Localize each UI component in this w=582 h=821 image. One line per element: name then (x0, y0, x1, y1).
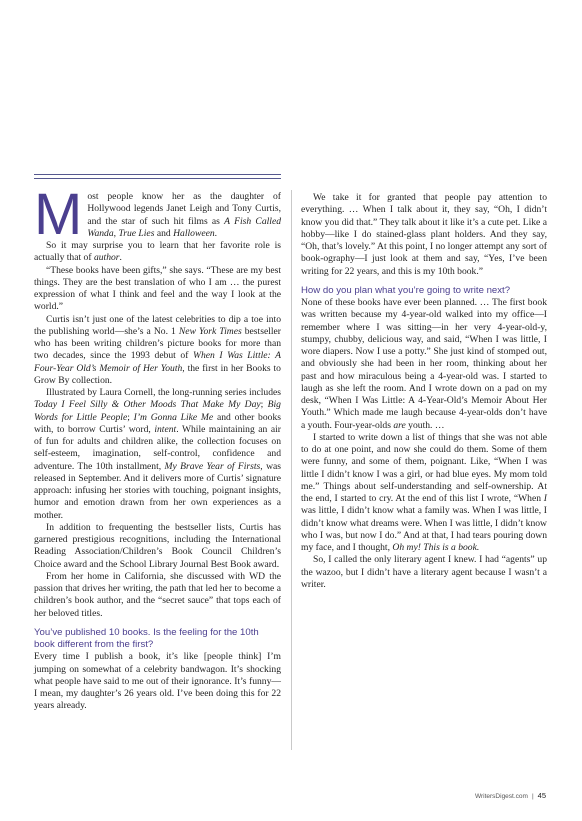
answer-1: Every time I publish a book, it’s like [people think] I’m jumping on somewhat of a celebrity bandwagon. It’s shocking what people have said to me out of their ignorance. It’s funny—I mean, my daughter’s 26 years old. I’ve been doing this for 22 years already. (34, 651, 281, 712)
answer-2-part-3: So, I called the only literary agent I knew. I had “agents” up the wazoo, but I didn’t have a literary agent because I wasn’t a writer. (301, 554, 547, 590)
page-number: 45 (537, 791, 546, 800)
top-rule (34, 174, 281, 175)
answer-2-part-2: I started to write down a list of things that she was not able to do at one point, and now she could do them. Some of them were funny, and some of them, poignant. Like, “When I was little I didn’t know I was a girl, or had blue eyes. My mom told me.” Things about self-understanding and self-ownership. At the end, I started to cry. At the end of this list I wrote, “When I was little, I didn’t know what a family was. When I was little, I didn’t know what dreams were. When I was little, I didn’t know who I was, but now I do.” And at that, I had tears pouring down my face, and I thought, Oh my! This is a book. (301, 431, 547, 553)
paragraph-2: So it may surprise you to learn that her favorite role is actually that of author. (34, 240, 281, 264)
paragraph-6: In addition to frequenting the bestseller lists, Curtis has garnered prestigious recognitions, including the International Reading Association/Children’s Book Council Children’s Choice award and the School Library Journal Best Book award. (34, 521, 281, 570)
question-2-heading: How do you plan what you’re going to write next? (301, 284, 511, 296)
paragraph-3: “These books have been gifts,” she says. “These are my best things. They are the best translation of who I am … the purest expression of what I think and feel and the way I look at the world.” (34, 264, 281, 313)
page-footer (475, 791, 546, 800)
right-column (301, 192, 547, 591)
footer-site: WritersDigest.com (474, 793, 528, 800)
left-column (34, 182, 281, 713)
drop-cap: M (34, 182, 83, 247)
answer-2: None of these books have ever been planned. … The first book was written because my 4-year-old walked into my office—I remember where I was sitting—in her very 4-year-old-y, stumpy, chubby, delicious way, and said, “When I was little, I wore diapers. Now I use a potty.” She just kind of stomped out, and obviously she had been in her room, thinking about her past and how miraculous being a 4-year-old was. I started to laugh as she left the room. And I wrote down on a pad on my desk, “When I Was Little: A 4-Year-Old’s Memoir About Her Youth.” Which made me laugh because 4-year-olds don’t have a youth. Four-year-olds are youth. … (301, 297, 547, 431)
top-rule-second (34, 178, 281, 179)
paragraph-5: Illustrated by Laura Cornell, the long-running series includes Today I Feel Silly & Other Moods That Make My Day; Big Words for Little People; I’m Gonna Like Me and other books with, to borrow Curtis’ word, intent. While maintaining an air of fun for adults and children alike, the collection focuses on self-esteem, imagination, self-control, confidence and adventure. The 10th installment, My Brave Year of Firsts, was released in September. And it delivers more of Curtis’ signature approach: infusing her stories with touching, poignant insights, humor and emotion drawn from her own experiences as a mother. (34, 387, 281, 521)
question-1-heading: You’ve published 10 books. Is the feeling for the 10th book different from the first? (34, 626, 259, 650)
paragraph-7: From her home in California, she discussed with WD the passion that drives her writing, the path that led her to become a children’s book author, and the “secret sauce” that tops each of her beloved titles. (34, 570, 281, 619)
footer-separator: | (531, 793, 534, 800)
intro-paragraph: Most people know her as the daughter of Hollywood legends Janet Leigh and Tony Curtis, and the star of such hit films as A Fish Called Wanda, True Lies and Halloween. (34, 182, 281, 247)
paragraph-4: Curtis isn’t just one of the latest celebrities to dip a toe into the publishing world—she’s a No. 1 New York Times bestseller who has been writing children’s picture books for more than two decades, since the 1993 debut of When I Was Little: A Four-Year Old’s Memoir of Her Youth, the first in her Books to Grow By collection. (34, 313, 281, 386)
answer-1-part-2: We take it for granted that people pay attention to everything. … When I talk about it, they say, “Oh, I didn’t know you did that.” They talk about it like it’s a cute pet. Like a hobby—like I do stained-glass plant holders. And they say, “Oh, that’s lovely.” At this point, I no longer attempt any sort of book-ography—I just look at them and say, “Yes, I’ve been writing for 22 years, and this is my 10th book.” (301, 192, 547, 277)
column-divider (291, 190, 292, 750)
